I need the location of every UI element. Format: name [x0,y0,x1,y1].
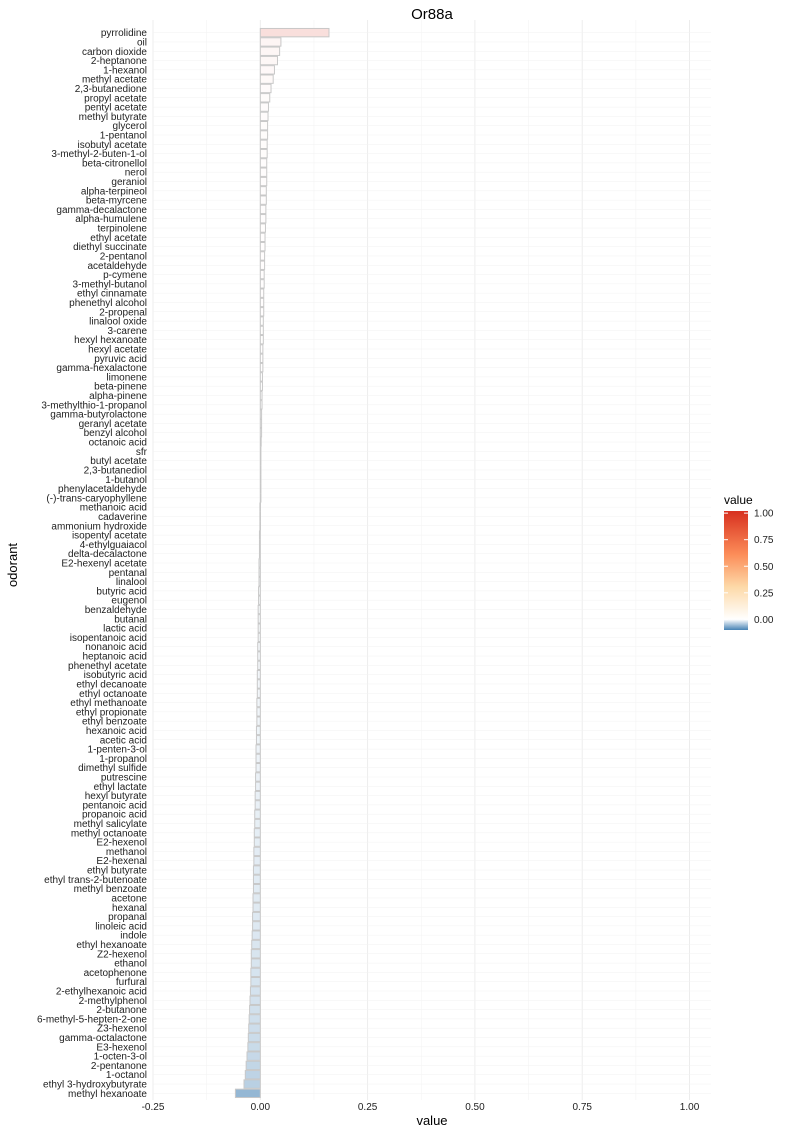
bar [260,252,264,260]
bar [260,503,261,511]
y-tick-label: heptanoic acid [82,651,147,663]
bar [258,661,261,669]
y-tick-label: carbon dioxide [81,46,147,58]
bar [259,596,261,604]
bar [260,466,261,474]
y-tick-label: ethyl lactate [93,781,147,793]
y-tick-label: hexyl butyrate [84,791,147,803]
bar [260,354,263,362]
bar [253,884,260,892]
bar [251,978,260,986]
y-tick-label: E2-hexenol [96,837,147,849]
y-tick-label: dimethyl sulfide [78,763,147,775]
bar [260,401,262,409]
y-tick-label: 1-propanol [99,753,147,765]
bar [260,429,261,437]
bar [260,159,266,167]
y-tick-label: beta-pinene [94,381,147,393]
y-tick-label: diethyl succinate [73,242,147,254]
bar [260,103,268,111]
bar [260,391,262,399]
y-tick-label: 3-carene [107,325,147,337]
bar [244,1080,260,1088]
bar [260,224,265,232]
y-tick-label: ethyl decanoate [76,679,147,691]
bar [250,987,260,995]
bar [260,336,263,344]
y-tick-label: isopentanoic acid [69,632,147,644]
y-tick-label: ethyl octanoate [79,688,147,700]
y-tick-label: isobutyl acetate [77,139,147,151]
bar [260,494,261,502]
bar [260,66,274,74]
y-tick-label: ethyl propionate [75,707,147,719]
legend-tick-label: 0.00 [754,614,774,626]
y-tick-label: lactic acid [103,623,147,635]
bar [260,75,273,83]
x-tick-label: -0.25 [141,1102,165,1113]
bar [259,568,260,576]
bar [260,38,281,46]
bar [259,540,260,548]
bar [258,605,260,613]
y-tick-label: nonanoic acid [85,642,147,654]
bar [260,140,267,148]
y-tick-label: E2-hexenyl acetate [61,558,147,570]
bar [260,215,266,223]
y-tick-label: delta-decalactone [68,549,147,561]
y-tick-label: 2-pentanone [90,1060,147,1072]
bar [259,559,260,567]
bar [256,736,260,744]
y-tick-label: 1-octen-3-ol [93,1051,147,1063]
bar [252,931,260,939]
y-tick-label: ethanol [114,958,147,970]
bar [260,205,266,213]
bar [260,196,266,204]
bar [251,959,260,967]
y-tick-label: 3-methyl-2-buten-1-ol [51,149,147,161]
bar [254,847,260,855]
y-tick-label: methyl butyrate [78,111,147,123]
y-tick-label: 1-penten-3-ol [87,744,147,756]
bar [257,689,260,697]
y-tick-label: octanoic acid [88,437,147,449]
bar [260,280,264,288]
bar [260,317,263,325]
y-tick-label: glycerol [112,121,147,133]
bar [254,857,260,865]
x-tick-label: 0.75 [572,1102,592,1113]
bar [260,363,263,371]
y-tick-label: propanal [108,912,147,924]
y-tick-label: Z2-hexenol [96,949,147,961]
bar [260,112,268,120]
bar [260,187,266,195]
bar [251,968,260,976]
bar [256,726,260,734]
bar [253,894,260,902]
y-tick-label: beta-myrcene [85,195,147,207]
bar [260,56,277,64]
y-tick-label: 1-octanol [105,1070,147,1082]
y-tick-label: butanal [114,614,147,626]
bar [256,745,260,753]
y-tick-label: acetophenone [83,967,147,979]
y-tick-label: ammonium hydroxide [51,521,147,533]
bar [255,801,260,809]
bar [253,875,260,883]
bar [260,289,263,297]
y-tick-label: alpha-humulene [75,214,147,226]
bar [258,624,260,632]
y-tick-label: E3-hexenol [96,1042,147,1054]
bar [257,670,260,678]
legend-tick-label: 0.75 [754,535,774,547]
y-tick-label: hexanoic acid [85,725,147,737]
y-tick-label: 3-methylthio-1-propanol [41,400,147,412]
y-tick-label: isobutyric acid [83,670,147,682]
y-tick-label: methyl acetate [81,74,147,86]
y-tick-label: methanoic acid [79,502,147,514]
bar [260,382,262,390]
bar [260,298,263,306]
y-tick-label: 1-hexanol [103,65,147,77]
y-tick-label: linalool oxide [89,316,147,328]
bar [260,484,261,492]
y-tick-label: hexyl hexanoate [74,335,147,347]
y-tick-label: ethyl 3-hydroxybutyrate [43,1079,147,1091]
bar [260,308,263,316]
bar [260,28,329,36]
bar [260,512,261,520]
y-tick-label: nerol [124,167,147,179]
y-tick-label: pentanal [108,567,147,579]
bar [258,615,260,623]
y-tick-label: 6-methyl-5-hepten-2-one [36,1014,147,1026]
bar [258,643,261,651]
bar [260,131,267,139]
y-tick-label: 4-ethylguaiacol [79,539,147,551]
y-tick-label: indole [120,930,147,942]
bar [255,819,261,827]
bar [245,1071,260,1079]
y-tick-label: propyl acetate [84,93,147,105]
y-tick-label: isopentyl acetate [71,530,147,542]
x-tick-label: 0.50 [465,1102,485,1113]
y-tick-label: methyl salicylate [73,819,147,831]
legend-colorbar [724,511,748,630]
y-tick-label: eugenol [111,595,147,607]
bar [257,717,260,725]
y-tick-label: terpinolene [97,223,147,235]
bar [259,550,260,558]
bar [253,912,261,920]
chart-title: Or88a [411,6,453,23]
bar [260,447,261,455]
y-tick-label: methanol [105,846,147,858]
bar [255,810,261,818]
legend-tick-label: 0.25 [754,588,774,600]
legend-tick-label: 0.50 [754,561,774,573]
bar [260,326,263,334]
bar [246,1061,260,1069]
bar [260,410,261,418]
bar [252,940,261,948]
y-tick-label: 1-pentanol [99,130,147,142]
y-tick-label: 2-propenal [99,307,147,319]
bar [260,270,264,278]
y-axis-title: odorant [5,542,20,588]
bar [255,791,260,799]
bar [260,94,269,102]
bar [260,419,261,427]
y-tick-label: acetic acid [99,735,147,747]
y-tick-label: gamma-butyrolactone [50,409,147,421]
bar [260,84,271,92]
y-tick-label: methyl benzoate [73,884,147,896]
y-tick-label: linoleic acid [95,921,147,933]
legend-tick-label: 1.00 [754,508,774,520]
y-tick-label: furfural [115,977,147,989]
y-tick-label: gamma-decalactone [56,204,147,216]
bar [235,1089,260,1097]
y-tick-label: pyrrolidine [100,28,147,40]
bar [253,866,260,874]
y-tick-label: propanoic acid [81,809,147,821]
y-tick-label: butyric acid [96,586,147,598]
y-tick-label: benzaldehyde [84,605,147,617]
bar [258,652,261,660]
bar [249,1015,260,1023]
y-tick-label: oil [136,37,147,49]
y-tick-label: ethyl trans-2-butenoate [44,874,147,886]
y-tick-label: (-)-trans-caryophyllene [46,493,147,505]
y-tick-label: 2,3-butanediol [83,465,147,477]
y-tick-label: beta-citronellol [81,158,147,170]
bar [258,633,260,641]
y-tick-label: ethyl benzoate [81,716,147,728]
bar [247,1052,260,1060]
y-tick-label: Z3-hexenol [96,1023,147,1035]
y-tick-label: ethyl methanoate [70,698,147,710]
bar [259,587,261,595]
y-tick-label: hexyl acetate [88,344,147,356]
bar [251,950,260,958]
y-tick-label: sfr [135,446,147,458]
y-tick-label: ethyl butyrate [86,865,147,877]
y-tick-label: geraniol [111,177,147,189]
y-tick-label: 2-pentanol [99,251,147,263]
x-tick-label: 0.00 [250,1102,271,1113]
bar [260,233,265,241]
y-tick-label: alpha-terpineol [80,186,147,198]
bar [260,168,266,176]
bar [248,1043,260,1051]
y-tick-label: limonene [106,372,147,384]
y-tick-label: 1-butanol [105,474,147,486]
y-tick-label: 2-butanone [96,1005,147,1017]
y-tick-label: phenethyl alcohol [69,297,147,309]
y-tick-label: putrescine [100,772,147,784]
bar [260,345,263,353]
y-tick-label: methyl hexanoate [68,1088,147,1100]
y-tick-label: hexanal [111,902,147,914]
y-tick-label: phenethyl acetate [68,660,147,672]
bar [260,475,261,483]
bar [254,838,260,846]
bar [253,922,261,930]
y-tick-label: 2-methylphenol [78,995,147,1007]
bar [257,698,260,706]
bar [259,531,260,539]
bar [259,577,260,585]
bar [260,261,264,269]
x-axis-title: value [416,1113,448,1128]
y-tick-label: gamma-hexalactone [56,363,147,375]
bar [260,522,261,530]
bar [260,177,266,185]
y-tick-label: acetaldehyde [87,260,147,272]
bar [257,708,260,716]
bar [248,1033,260,1041]
y-tick-label: pentyl acetate [84,102,147,114]
y-tick-label: pentanoic acid [82,800,147,812]
y-tick-label: ethyl cinnamate [76,288,147,300]
bar [260,438,261,446]
y-tick-label: linalool [115,577,147,589]
y-tick-label: 2-ethylhexanoic acid [55,986,147,998]
y-tick-label: 3-methyl-butanol [72,279,147,291]
x-tick-label: 1.00 [679,1102,700,1113]
bar [257,680,260,688]
y-tick-label: geranyl acetate [78,418,147,430]
y-tick-label: 2-heptanone [90,56,147,68]
y-tick-label: gamma-octalactone [59,1033,147,1045]
y-tick-label: alpha-pinene [89,391,147,403]
bar [260,456,261,464]
y-tick-label: E2-hexenal [96,856,147,868]
y-tick-label: phenylacetaldehyde [58,484,147,496]
y-tick-label: cadaverine [98,511,147,523]
y-tick-label: pyruvic acid [94,353,147,365]
y-tick-label: ethyl acetate [90,232,147,244]
y-tick-label: ethyl hexanoate [76,939,147,951]
bar [256,754,260,762]
bar [260,242,265,250]
y-tick-label: 2,3-butanedione [74,83,147,95]
y-tick-label: acetone [111,893,147,905]
bar [260,47,279,55]
bar [249,1024,261,1032]
bar [260,149,267,157]
x-tick-label: 0.25 [357,1102,378,1113]
bar [260,122,267,130]
y-tick-label: p-cymene [103,270,147,282]
y-tick-label: benzyl alcohol [83,428,147,440]
bar [260,373,262,381]
y-tick-label: methyl octanoate [70,828,147,840]
bar [250,996,260,1004]
bar [254,829,260,837]
bar [256,773,261,781]
bar [256,764,260,772]
bar [253,903,260,911]
y-tick-label: butyl acetate [90,456,147,468]
bar [256,782,261,790]
legend-title: value [724,493,753,507]
bar [250,1005,261,1013]
